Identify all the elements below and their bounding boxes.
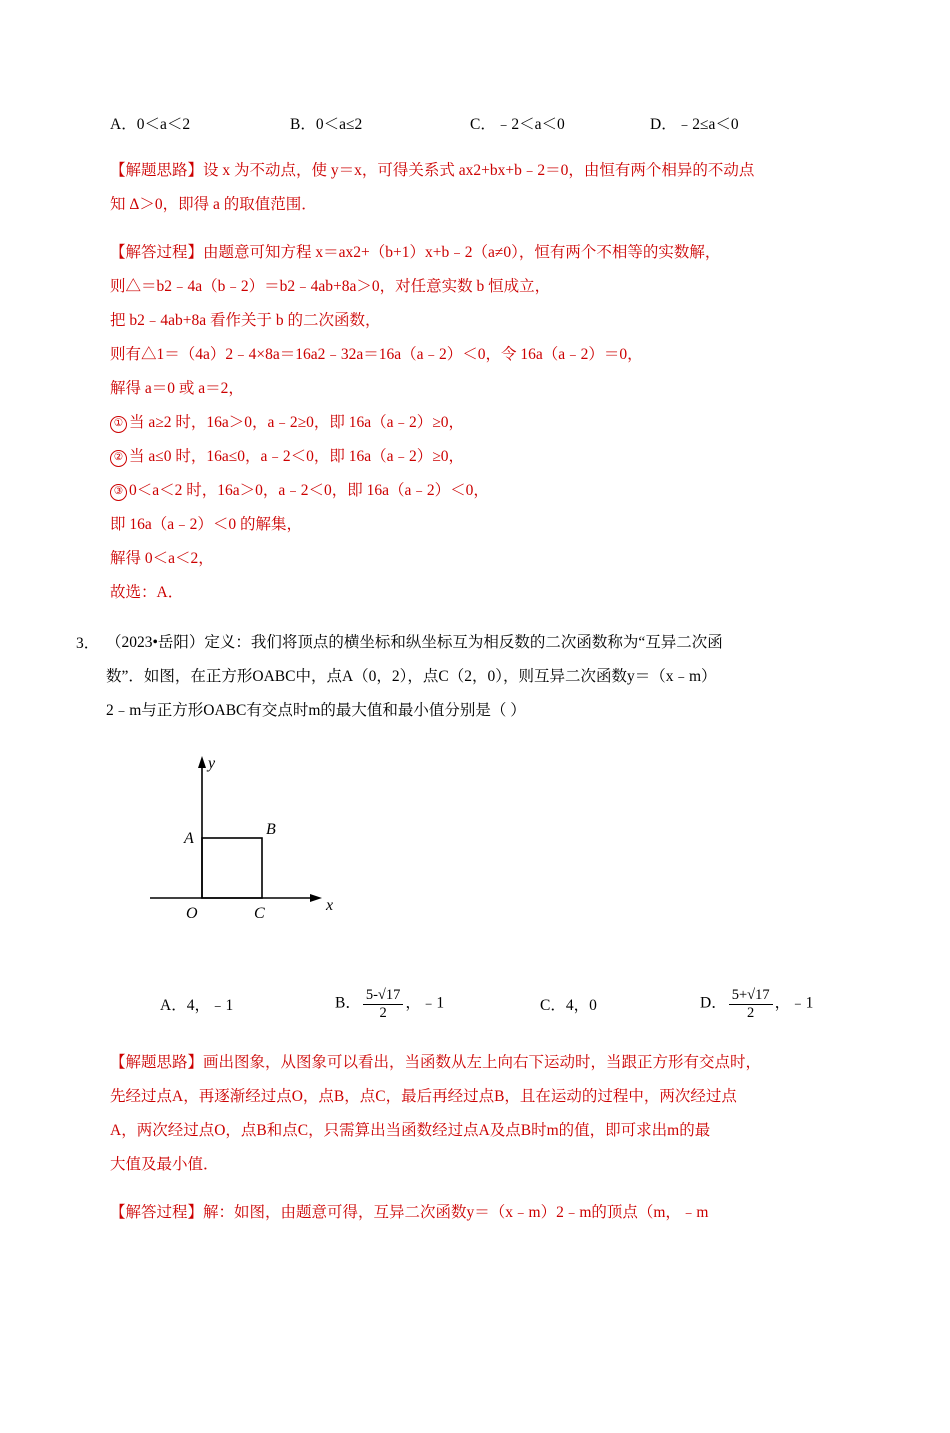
q3-choice-d-numerator: 5+√17 [729, 987, 773, 1005]
q2-solution-line-7: 当 a≤0 时，16a≤0，a﹣2＜0，即 16a（a﹣2）≥0， [129, 448, 465, 465]
page-content [76, 110, 840, 1230]
q2-choice-c[interactable]: C．﹣2＜a＜0 [470, 116, 565, 133]
q3-analysis-line-2: 先经过点A，再逐渐经过点O，点B，点C，最后再经过点B，且在运动的过程中，两次经过点 [110, 1088, 737, 1105]
q3-stem-line-3: 2﹣m与正方形OABC有交点时m的最大值和最小值分别是（ ） [106, 702, 526, 719]
q3-analysis-line-4: 大值及最小值． [110, 1156, 219, 1173]
q3-stem-line-1: （2023•岳阳）定义：我们将顶点的横坐标和纵坐标互为相反数的二次函数称为“互异二次函 [106, 634, 723, 651]
circled-number-1: ① [110, 416, 127, 433]
q2-choices [110, 110, 840, 140]
q3-analysis-line-3: A，两次经过点O，点B和点C，只需算出当函数经过点A及点B时m的值，即可求出m的最 [110, 1122, 711, 1139]
q2-solution-line-3: 把 b2﹣4ab+8a 看作关于 b 的二次函数， [110, 312, 381, 329]
q2-solution-line-11: 故选：A． [110, 584, 184, 601]
square-oabc [202, 838, 262, 898]
q3-choice-c-text: 4，0 [565, 997, 597, 1014]
q2-solution-line-8: 0＜a＜2 时，16a＞0，a﹣2＜0，即 16a（a﹣2）＜0， [129, 482, 489, 499]
q3-stem-line-2: 数”．如图，在正方形OABC中，点A（0，2），点C（2，0），则互异二次函数y＝（x﹣m） [106, 668, 717, 685]
q3-analysis [110, 1046, 840, 1182]
q2-solution-line-6: 当 a≥2 时，16a＞0，a﹣2≥0，即 16a（a﹣2）≥0， [129, 414, 465, 431]
q3-solution [110, 1196, 840, 1230]
q3-choice-b-denominator: 2 [379, 1004, 387, 1021]
q3-analysis-line-1: 画出图象，从图象可以看出，当函数从左上向右下运动时，当跟正方形有交点时， [203, 1054, 762, 1071]
q2-analysis-line-1: 设 x 为不动点，使 y＝x，可得关系式 ax2+bx+b﹣2＝0，由恒有两个相异的不动点 [203, 162, 755, 179]
q3-solution-line-1: 解：如图，由题意可得，互异二次函数y＝（x﹣m）2﹣m的顶点（m，﹣m [203, 1204, 709, 1221]
question-3 [76, 626, 840, 728]
q3-choice-d-text: ，﹣1 [774, 994, 814, 1012]
label-O: O [186, 905, 198, 922]
q3-choice-d-fraction [729, 987, 773, 1021]
q3-choice-d-denominator: 2 [747, 1004, 755, 1021]
q3-choice-a-text: 4，﹣1 [186, 997, 234, 1014]
q2-choice-b[interactable]: B．0＜a≤2 [290, 116, 363, 133]
q2-solution-line-10: 解得 0＜a＜2， [110, 550, 214, 567]
label-B: B [266, 821, 276, 838]
figure-svg [130, 738, 390, 968]
q3-choice-b-fraction [363, 987, 404, 1021]
q2-analysis-line-2: 知 Δ＞0，即得 a 的取值范围． [110, 196, 317, 213]
q3-number: 3． [76, 635, 100, 652]
q3-choice-b-text: ，﹣1 [405, 994, 445, 1012]
label-x: x [326, 897, 334, 914]
q3-choice-c[interactable] [540, 993, 700, 1015]
q3-choice-d-letter: D． [700, 994, 727, 1012]
q3-choice-b[interactable] [335, 987, 540, 1021]
label-A: A [184, 830, 194, 847]
q2-choice-d[interactable]: D．﹣2≤a＜0 [650, 116, 739, 133]
q3-choice-b-numerator: 5-√17 [363, 987, 404, 1005]
q3-solution-tag: 【解答过程】 [110, 1204, 204, 1221]
q3-choice-a-letter: A． [160, 997, 187, 1014]
q3-choice-d[interactable] [700, 987, 813, 1021]
q2-solution-line-9: 即 16a（a﹣2）＜0 的解集， [110, 516, 303, 533]
q2-solution-line-1: 由题意可知方程 x＝ax2+（b+1）x+b﹣2（a≠0），恒有两个不相等的实数解， [203, 244, 721, 261]
q2-solution-line-4: 则有△1＝（4a）2﹣4×8a＝16a2﹣32a＝16a（a﹣2）＜0，令 16a（a﹣2）＝0， [110, 346, 643, 363]
label-C: C [254, 905, 265, 922]
q2-analysis-tag: 【解题思路】 [110, 162, 204, 179]
circled-number-2: ② [110, 450, 127, 467]
q3-stem [106, 626, 840, 728]
label-y: y [208, 755, 216, 772]
x-axis-arrow [310, 894, 322, 902]
q2-solution-line-5: 解得 a＝0 或 a＝2， [110, 380, 244, 397]
q3-choice-b-letter: B． [335, 994, 361, 1012]
q3-choices [110, 976, 840, 1032]
circled-number-3: ③ [110, 484, 127, 501]
q2-choice-a[interactable]: A．0＜a＜2 [110, 116, 191, 133]
q2-solution-tag: 【解答过程】 [110, 244, 204, 261]
y-axis-arrow [198, 756, 206, 768]
q2-analysis [110, 154, 840, 222]
q3-choice-a[interactable] [160, 993, 335, 1015]
coordinate-figure [130, 738, 390, 968]
q3-choice-c-letter: C． [540, 997, 566, 1014]
q3-analysis-tag: 【解题思路】 [110, 1054, 204, 1071]
q2-solution [110, 236, 840, 610]
q2-solution-line-2: 则△＝b2﹣4a（b﹣2）＝b2﹣4ab+8a＞0，对任意实数 b 恒成立， [110, 278, 551, 295]
